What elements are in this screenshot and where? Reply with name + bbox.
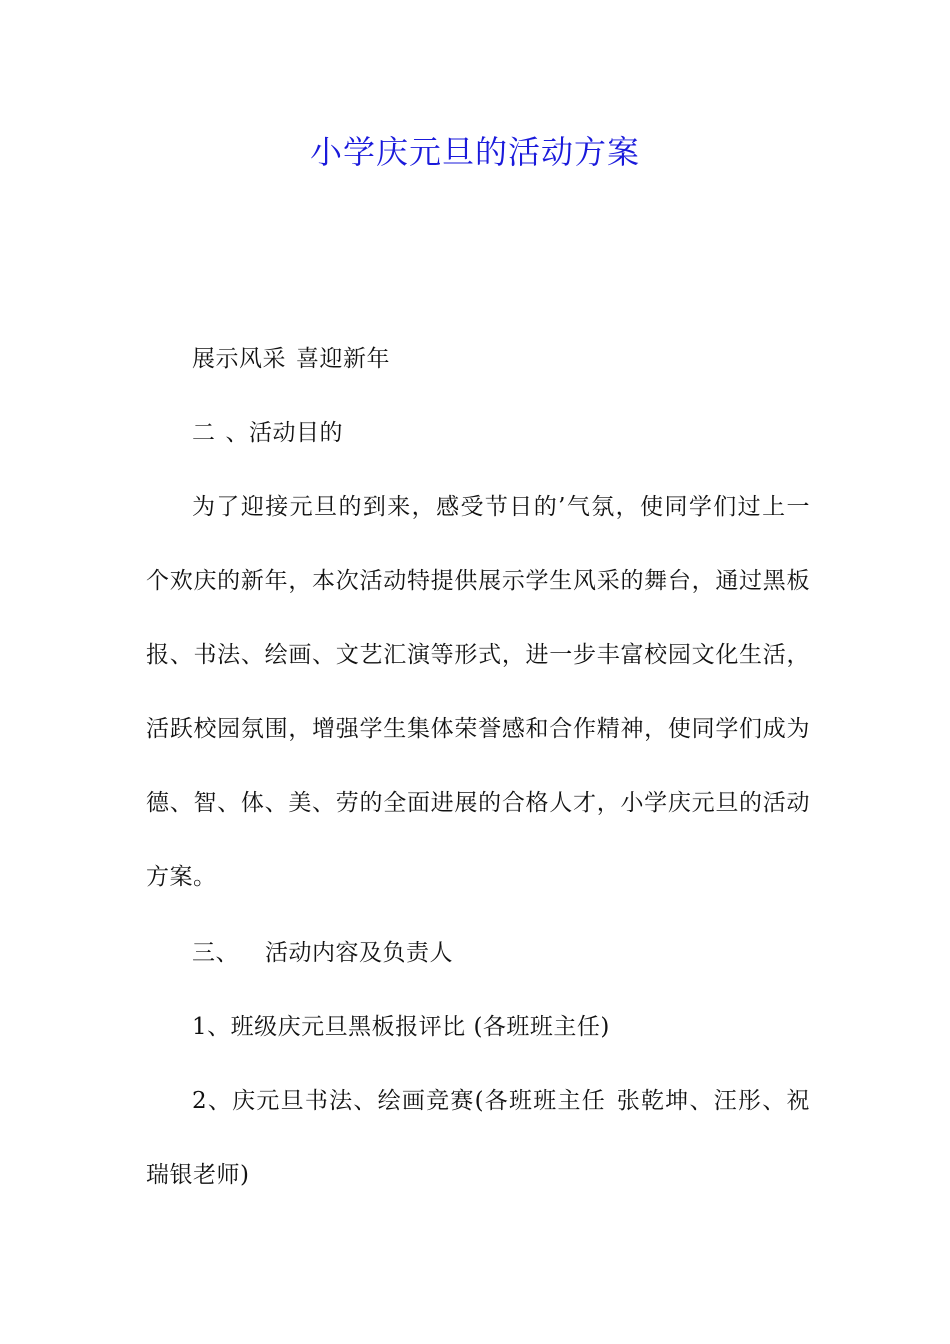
- section-3-heading: [146, 916, 810, 990]
- section-3-number: 三、: [192, 940, 239, 966]
- section-3-title: 活动内容及负责人: [265, 940, 453, 966]
- list-item-2-part-1: 2、庆元旦书法、绘画竞赛(各班班主任: [192, 1088, 607, 1114]
- list-item-2-part-2: 张乾坤、汪彤、祝瑞银老师): [146, 1088, 810, 1188]
- list-item-1: 1、班级庆元旦黑板报评比 (各班班主任): [192, 1014, 610, 1040]
- section-2-heading: [146, 396, 810, 470]
- theme-part-2: 喜迎新年: [296, 346, 390, 372]
- theme-part-1: 展示风采: [192, 346, 286, 372]
- document-title: 小学庆元旦的活动方案: [309, 133, 640, 171]
- list-item-2: [146, 1064, 810, 1212]
- section-2-title: 、活动目的: [225, 420, 343, 446]
- theme-line: [146, 322, 810, 396]
- section-2-number: 二: [192, 420, 216, 446]
- section-2-body: 为了迎接元旦的到来，感受节日的’气氛，使同学们过上一个欢庆的新年，本次活动特提供展示学生风采的舞台，通过黑板报、书法、绘画、文艺汇演等形式，进一步丰富校园文化生活，活跃校园氛围，增强学生集体荣誉感和合作精神，使同学们成为德、智、体、美、劳的全面进展的合格人才，小学庆元旦的活动方案。: [146, 494, 810, 890]
